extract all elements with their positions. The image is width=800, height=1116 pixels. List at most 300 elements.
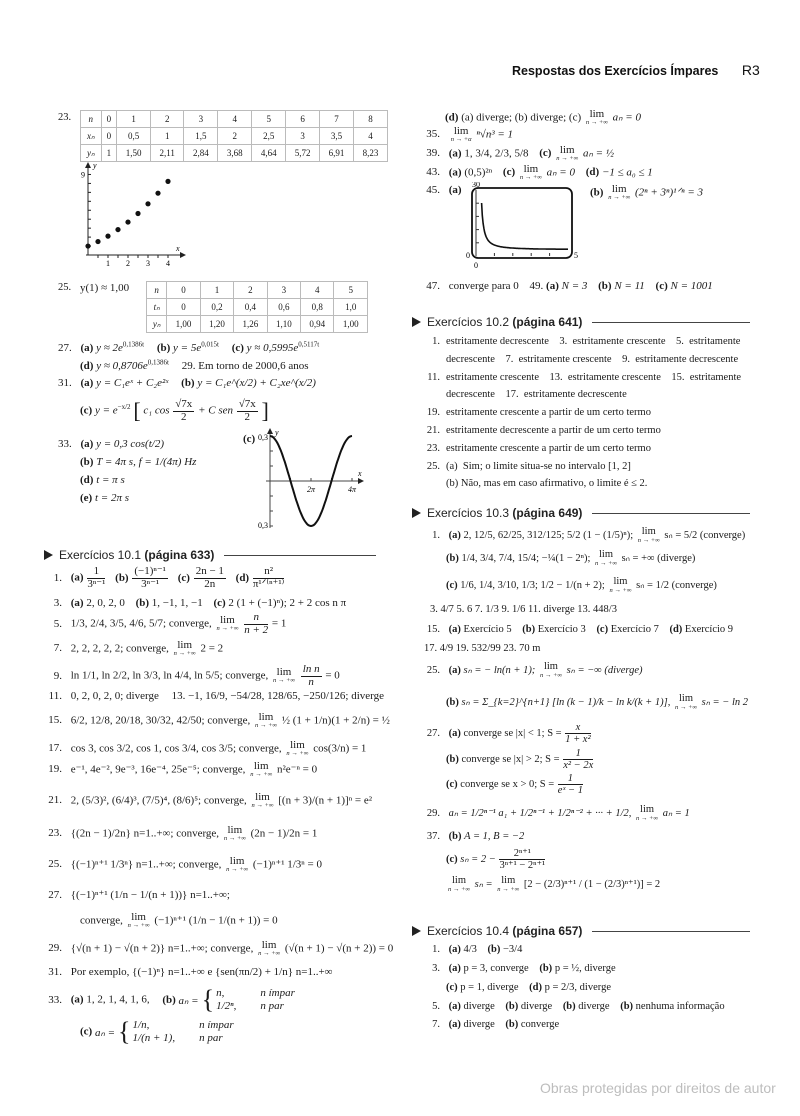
ex33b: T = 4π s, f = 1/(4π) Hz: [96, 456, 197, 468]
item-number: 37.: [426, 831, 440, 842]
label-b: (b): [505, 1001, 519, 1012]
ex103-25b: [446, 694, 748, 711]
d-tail: aₙ = 0: [612, 111, 641, 124]
table-cell: 0: [101, 128, 117, 145]
d-text: (a) diverge; (b) diverge; (c): [461, 111, 582, 124]
table-cell: 6,91: [320, 145, 354, 162]
label-b: (b): [487, 944, 501, 955]
ex101-17: [40, 740, 366, 758]
label-b: (b): [135, 597, 150, 609]
table-cell: 1: [117, 111, 151, 128]
ex11-text: 0, 2, 0, 2, 0; diverge: [70, 690, 159, 702]
x-tick-label: 4π: [347, 485, 357, 494]
item-number: 7.: [53, 642, 62, 655]
ex101-9: [40, 664, 340, 688]
ex31c-exp: −x/2: [117, 402, 131, 411]
ex15b: Exercício 3: [537, 624, 586, 635]
table-cell: 4: [301, 282, 334, 299]
table-cell: 0: [167, 282, 200, 299]
list-item: [418, 458, 741, 476]
ex33e: t = 2π s: [94, 492, 129, 504]
ex23-tail: (2n − 1)/2n = 1: [250, 827, 318, 840]
label-b: (b): [522, 624, 536, 635]
item-number: 39.: [426, 147, 440, 160]
ex39-tail: aₙ = ½: [583, 147, 615, 160]
limit: lim n → +∞: [608, 183, 631, 201]
item-text: estritamente crescente a partir de um certo termo: [446, 407, 651, 419]
table-cell: 1,0: [334, 299, 368, 316]
ex45: [418, 184, 462, 196]
list-item: [418, 369, 741, 387]
ex3c: 2 (1 + (−1)ⁿ); 2 + 2 cos n π: [228, 597, 347, 609]
running-header: [512, 62, 760, 78]
ex103-1b: [446, 550, 695, 567]
item-number: 21.: [48, 794, 62, 807]
ex5-tail: = 1: [271, 617, 287, 630]
row-label: n: [147, 282, 167, 299]
data-point: [125, 219, 130, 224]
label-c: (c): [213, 597, 226, 609]
ex103-37c: [446, 848, 546, 871]
ex1a-tail: sₙ = 5/2 (converge): [664, 529, 746, 541]
limit: lim n → +∞: [595, 549, 618, 567]
table-row: [147, 282, 368, 299]
label-a: (a): [80, 342, 94, 354]
table-row: [81, 145, 388, 162]
item-number: 11.: [48, 690, 62, 702]
ex23-table: [80, 110, 388, 162]
ex31c-term1: c₁ cos: [143, 404, 170, 417]
label-d: (d): [80, 360, 94, 372]
label-a: (a): [80, 438, 94, 450]
ex101-21: [40, 792, 372, 810]
limit: lim n → +∞: [539, 661, 562, 679]
fraction: $\frac{\text{2ⁿ⁺¹}}{\text{3ⁿ⁺¹ − 2ⁿ⁺¹}}$: [499, 848, 546, 872]
ex101-7: [40, 640, 223, 658]
triangle-bullet-icon: [412, 508, 421, 518]
label-b: (b): [590, 186, 604, 199]
ex1a-text: 2, 12/5, 62/25, 312/125; 5/2 (1 − (1/5)ⁿ);: [463, 529, 634, 541]
label-a: (a): [448, 963, 461, 974]
ex3c: p = 1, diverge: [460, 982, 519, 993]
table-cell: 0,6: [267, 299, 300, 316]
ex35-tail: ⁿ√n³ = 1: [476, 128, 514, 141]
label-b: (b): [181, 377, 195, 389]
item-number: 35.: [426, 128, 440, 141]
ex25b-text: sₙ = Σ_{k=2}^{n+1} [ln (k − 1)/k − ln k/(k + 1)],: [461, 696, 671, 708]
ex103-1c: [446, 577, 717, 594]
item-number: 25.: [426, 460, 440, 472]
item-number: 43.: [426, 166, 440, 179]
item-number: 1.: [432, 944, 440, 955]
item-number: 25.: [48, 858, 62, 871]
fraction: $\frac{1}{\text{eˣ − 1}}$: [557, 773, 584, 797]
list-item: [418, 422, 741, 440]
table-row: [147, 299, 368, 316]
label-c: (c): [231, 342, 244, 354]
ex101-27-line2: [80, 912, 278, 930]
ex49c: N = 1001: [670, 280, 713, 292]
label-b: (b): [446, 696, 459, 708]
x-max-label: 5: [574, 251, 578, 260]
ex1b-text: 1/4, 3/4, 7/4, 15/4; −¼(1 − 2ⁿ);: [461, 552, 591, 564]
list-item: [418, 351, 741, 369]
data-point: [155, 191, 160, 196]
table-cell: 1,10: [267, 316, 300, 333]
ex23-text: {(2n − 1)/2n} n=1..+∞; converge,: [70, 827, 220, 840]
ex29-text: Em torno de 2000,6 anos: [198, 360, 309, 372]
piecewise-b: aₙ = { n, n ímpar 1/2ⁿ, n par: [178, 985, 295, 1014]
label-c: (c): [446, 853, 458, 865]
item-number: 47.: [426, 280, 440, 292]
y-arrow-icon: [85, 162, 91, 168]
label-a: (a): [448, 727, 461, 739]
label-c: (c): [177, 571, 190, 584]
ex104-3c: [446, 982, 611, 993]
function-curve: [482, 203, 568, 249]
list-item: [418, 386, 741, 404]
ex25b-tail: sₙ = − ln 2: [701, 696, 748, 708]
ex23-number: 23.: [58, 112, 72, 123]
x-arrow-icon: [358, 478, 364, 484]
ex25-text: y(1) ≈ 1,00: [80, 282, 130, 294]
table-cell: 2: [234, 282, 267, 299]
table-cell: 3: [184, 111, 218, 128]
item-text: estritamente crescente a partir de um certo termo: [446, 442, 651, 454]
item-number: 11.: [427, 371, 440, 383]
ex33-number: 33.: [58, 438, 72, 450]
label-d: (d): [80, 474, 94, 486]
ex3a: p = 3, converge: [463, 963, 529, 974]
ex27b: y = 5e: [173, 342, 202, 354]
label-a: (a): [448, 1001, 461, 1012]
section-rule: [592, 513, 750, 514]
section-10-3-heading: [412, 506, 750, 520]
item-number: 13.: [171, 690, 186, 702]
item-number: 29.: [48, 942, 62, 955]
item-number: 1.: [432, 336, 440, 347]
item-number: 31.: [48, 966, 62, 978]
ex5-text: 1/3, 2/4, 3/5, 4/6, 5/7; converge,: [70, 617, 212, 630]
table-cell: 1,50: [117, 145, 151, 162]
row-label: xₙ: [81, 128, 102, 145]
ex27-text: {(−1)ⁿ⁺¹ (1/n − 1/(n + 1))} n=1..+∞;: [70, 889, 230, 901]
ex101-27: [40, 888, 230, 901]
limit: lim n → +∞: [223, 824, 246, 842]
y-tick-label-top: 0,3: [258, 433, 268, 442]
label-a: (a): [448, 624, 461, 635]
item-text: (a) Sim; o limite situa-se no intervalo [1, 2]: [446, 460, 631, 472]
label-c: (c): [446, 982, 458, 993]
ex27b-exp: 0,015t: [201, 340, 219, 349]
triangle-bullet-icon: [44, 550, 53, 560]
ex15-text: 6/2, 12/8, 20/18, 30/32, 42/50; converge,: [70, 714, 251, 727]
limit: lim n → +∞: [216, 614, 239, 633]
fraction: $\frac{1}{\text{3ⁿ⁻¹}}$: [87, 565, 106, 590]
ex49a: N = 3: [561, 280, 588, 292]
item-number: 23.: [426, 442, 440, 454]
table-cell: 2: [218, 128, 252, 145]
y-tick-label: 9: [81, 170, 85, 180]
table-cell: 6: [286, 111, 320, 128]
label-a: (a): [70, 597, 84, 609]
label-c: (c): [80, 404, 93, 417]
fraction: $\frac{√7x}{2}$: [238, 397, 256, 423]
ex1c-text: 1/6, 1/4, 3/10, 1/3; 1/2 − 1/(n + 2);: [460, 579, 605, 591]
item-number: 27.: [48, 889, 62, 901]
label-a: (a): [448, 166, 462, 179]
ex37b-text: A = 1, B = −2: [464, 831, 525, 842]
fraction: $\frac{2n - 1}{2n}$: [195, 565, 224, 590]
x-tick-label: 4: [166, 259, 170, 268]
ex33: [58, 435, 196, 507]
item-number: 27.: [426, 727, 440, 739]
ex33d: t = π s: [96, 474, 125, 486]
ex104-7: [418, 1019, 559, 1030]
y-axis-label: y: [93, 161, 97, 170]
section-10-4-heading: [412, 924, 750, 938]
ex7a: diverge: [463, 1019, 495, 1030]
x-tick-label: 3: [146, 259, 150, 268]
table-cell: 1,00: [334, 316, 368, 333]
ex101-29: [40, 940, 393, 958]
label-b: (b): [539, 963, 553, 974]
section-rule: [224, 555, 376, 556]
label-a: (a): [448, 529, 461, 541]
list-item: [418, 475, 741, 493]
section-title: Exercícios 10.2: [427, 315, 510, 329]
ex3a: 2, 0, 2, 0: [86, 597, 125, 609]
item-number: 5.: [53, 617, 62, 630]
ex103-15: [418, 624, 733, 635]
table-row: [81, 111, 388, 128]
ex101-31: [40, 966, 333, 978]
ex25a-tail: sₙ = −∞ (diverge): [566, 664, 643, 676]
ex9-tail: = 0: [325, 669, 340, 682]
item-number: 23.: [48, 827, 62, 840]
limit: lim n → +∞: [556, 144, 579, 162]
ex19-tail: n²e⁻ⁿ = 0: [276, 763, 318, 776]
fraction: $\frac{\text{(−1)ⁿ⁻¹}}{\text{3ⁿ⁻¹}}$: [134, 565, 166, 590]
item-number: 25.: [426, 664, 440, 676]
row-label: n: [81, 111, 102, 128]
label-c: (c): [446, 579, 458, 591]
data-point: [115, 227, 120, 232]
table-cell: 4: [218, 111, 252, 128]
ex27c: y ≈ 0,5995e: [246, 342, 299, 354]
y-tick-label-bottom: 0,3: [258, 521, 268, 530]
y-axis-label: y: [275, 428, 279, 437]
table-cell: 0,4: [234, 299, 267, 316]
limit: lim n → +∞: [173, 639, 196, 657]
limit: lim n → +∞: [448, 875, 471, 893]
table-cell: 0,2: [200, 299, 233, 316]
ex27a-exp: 0,1386t: [122, 340, 145, 349]
item-number: 15.: [48, 714, 62, 727]
ex27a-text: converge se |x| < 1; S =: [463, 727, 562, 739]
ex13-text: −1, 16/9, −54/28, 128/65, −250/126; diverge: [188, 690, 385, 702]
label-d: (d): [585, 166, 600, 179]
item-number: 15.: [426, 624, 440, 635]
table-cell: 1,20: [200, 316, 233, 333]
section-page: (página 649): [512, 506, 583, 520]
ex27c-exp: 0,5117t: [298, 340, 320, 349]
table-cell: 5,72: [286, 145, 320, 162]
ex31a: y = C₁eˣ + C₂e²ˣ: [96, 377, 169, 389]
ex27d-exp: 0,1386t: [147, 358, 169, 367]
ex25-table: [146, 281, 368, 333]
fraction: $\frac{\text{ln n}}{n}$: [302, 663, 320, 688]
table-cell: 0: [167, 299, 200, 316]
item-text: estritamente decrescente a partir de um certo termo: [446, 424, 661, 436]
limit: lim n → +∞: [497, 875, 520, 893]
label-b: (b): [115, 571, 129, 584]
ex37c-pre: sₙ = 2 −: [460, 853, 496, 865]
table-cell: 5: [334, 282, 368, 299]
ex45b: [590, 184, 703, 202]
ex9-text: ln 1/1, ln 2/2, ln 3/3, ln 4/4, ln 5/5; converge,: [70, 669, 269, 682]
ex15-tail: ½ (1 + 1/n)(1 + 2/n) = ½: [281, 714, 390, 727]
ex23-scatter-chart: [78, 160, 188, 272]
ex39a: 1, 3/4, 2/3, 5/8: [464, 147, 529, 160]
x-arrow-icon: [180, 252, 186, 258]
ex27-line1: [58, 342, 319, 354]
label-b: (b): [448, 831, 462, 842]
ex103-27c: [446, 773, 584, 796]
ex1b-tail: sₙ = +∞ (diverge): [621, 552, 696, 564]
label-b: (b): [446, 753, 459, 765]
limit: lim n → +α: [450, 125, 472, 143]
ex33c-label: (c): [243, 433, 256, 445]
ex7b: converge: [520, 1019, 560, 1030]
ex7-tail: 2 = 2: [200, 642, 224, 655]
ex27-tail: (−1)ⁿ⁺¹ (1/n − 1/(n + 1)) = 0: [154, 914, 278, 927]
ex103-29: [418, 805, 690, 822]
section-title: Exercícios 10.3: [427, 506, 510, 520]
x-tick-label: 2: [126, 259, 130, 268]
row-label: yₙ: [81, 145, 102, 162]
table-cell: 2,5: [252, 128, 286, 145]
label-b: (b): [162, 993, 176, 1006]
item-number: 7.: [432, 1019, 440, 1030]
ex43d: −1 ≤ a₀ ≤ 1: [601, 166, 653, 179]
limit: lim n → +∞: [636, 804, 659, 822]
item-number: 49.: [529, 280, 544, 292]
section-page: (página 641): [512, 315, 583, 329]
ex43a: (0,5)²ⁿ: [464, 166, 493, 179]
item-number: 21.: [426, 424, 440, 436]
limit: lim n → +∞: [250, 760, 273, 778]
fraction: $\frac{√7x}{2}$: [175, 397, 193, 423]
ex29-text: {√(n + 1) − √(n + 2)} n=1..+∞; converge,: [70, 942, 254, 955]
limit: lim n → +∞: [272, 666, 296, 685]
ex27-line2: [80, 360, 309, 372]
item-number: 19.: [48, 763, 62, 776]
item-number: 29.: [426, 807, 440, 819]
list-item: [418, 333, 741, 351]
list-item: [418, 404, 741, 422]
section-rule: [592, 931, 750, 932]
ex31-text: Por exemplo, {(−1)ⁿ} n=1..+∞ e {sen(πn/2) + 1/n} n=1..+∞: [70, 966, 333, 978]
ex33a-text: 1, 2, 1, 4, 1, 6,: [86, 993, 150, 1006]
ex29-tail: aₙ = 1: [662, 807, 690, 819]
x-axis-label: x: [358, 469, 362, 478]
ex29-number: 29.: [181, 360, 196, 372]
label-a: (a): [448, 184, 462, 196]
row-label: tₙ: [147, 299, 167, 316]
table-cell: 3,5: [320, 128, 354, 145]
ex29-tail: (√(n + 1) − √(n + 2)) = 0: [284, 942, 394, 955]
ex33-cosine-chart: [258, 428, 366, 536]
ex39: [418, 145, 614, 163]
triangle-bullet-icon: [412, 317, 421, 327]
ex19-text: e⁻¹, 4e⁻², 9e⁻³, 16e⁻⁴, 25e⁻⁵; converge,: [70, 763, 246, 776]
header-title: Respostas dos Exercícios Ímpares: [512, 64, 719, 78]
label-d: (d): [529, 982, 542, 993]
ex3b: 1, −1, 1, −1: [151, 597, 203, 609]
x-min-label: 0: [474, 261, 478, 270]
limit: lim n → +∞: [609, 576, 632, 594]
fraction: n² π¹ᐟ⁽ⁿ⁺¹⁾: [252, 565, 285, 590]
item-number: 5.: [432, 1001, 440, 1012]
label-c: (c): [80, 1025, 93, 1038]
ex45-tail: (2ⁿ + 3ⁿ)¹ᐟⁿ = 3: [634, 186, 704, 199]
label-a: (a): [70, 993, 84, 1006]
table-cell: 1,5: [184, 128, 218, 145]
label-a: (a): [80, 377, 94, 389]
table-cell: 1: [200, 282, 233, 299]
ex103-37b: [418, 831, 524, 842]
ex103-1a: [418, 527, 745, 544]
ex37-mid: sₙ =: [474, 878, 493, 890]
ex37-tail: [2 − (2/3)ⁿ⁺¹ / (1 − (2/3)ⁿ⁺¹)] = 2: [523, 878, 661, 890]
ex104-5: [418, 1001, 725, 1012]
ex31c-pre: y = e: [94, 404, 118, 417]
ex104-1: [418, 944, 522, 955]
ex-d: [445, 109, 641, 127]
ex5b2: diverge: [578, 1001, 610, 1012]
table-cell: 0,8: [301, 299, 334, 316]
copyright-watermark: Obras protegidas por direitos de autor: [540, 1080, 776, 1096]
x-axis-label: x: [176, 244, 180, 253]
table-cell: 2: [151, 111, 184, 128]
ex33a: y = 0,3 cos(t/2): [96, 438, 164, 450]
table-cell: 3,68: [218, 145, 252, 162]
ex31-line2: [80, 398, 269, 424]
ex103-17-23: 17. 4/9 19. 532/99 23. 70 m: [424, 643, 541, 654]
ex45-graph: [460, 182, 585, 272]
fraction: $\frac{x}{\text{1 + x²}}$: [565, 722, 591, 746]
table-cell: 2,84: [184, 145, 218, 162]
label-b: (b): [80, 456, 94, 468]
data-point: [85, 243, 90, 248]
data-point: [165, 179, 170, 184]
ex27b-text: converge se |x| > 2; S =: [461, 753, 560, 765]
ex15d: Exercício 9: [684, 624, 734, 635]
ex103-25a: [418, 662, 642, 679]
bracket-open: [: [133, 398, 141, 423]
table-row: [147, 316, 368, 333]
table-cell: 8,23: [354, 145, 388, 162]
label-a: (a): [70, 571, 84, 584]
ex103-27a: [418, 722, 592, 745]
limit: lim n → +∞: [637, 526, 660, 544]
label-c: (c): [655, 280, 668, 292]
ex103-37-limit: [446, 876, 660, 893]
ex101-5: [40, 612, 286, 636]
ex31c-term2: + C sen: [198, 404, 233, 417]
ex101-1: [40, 566, 285, 590]
